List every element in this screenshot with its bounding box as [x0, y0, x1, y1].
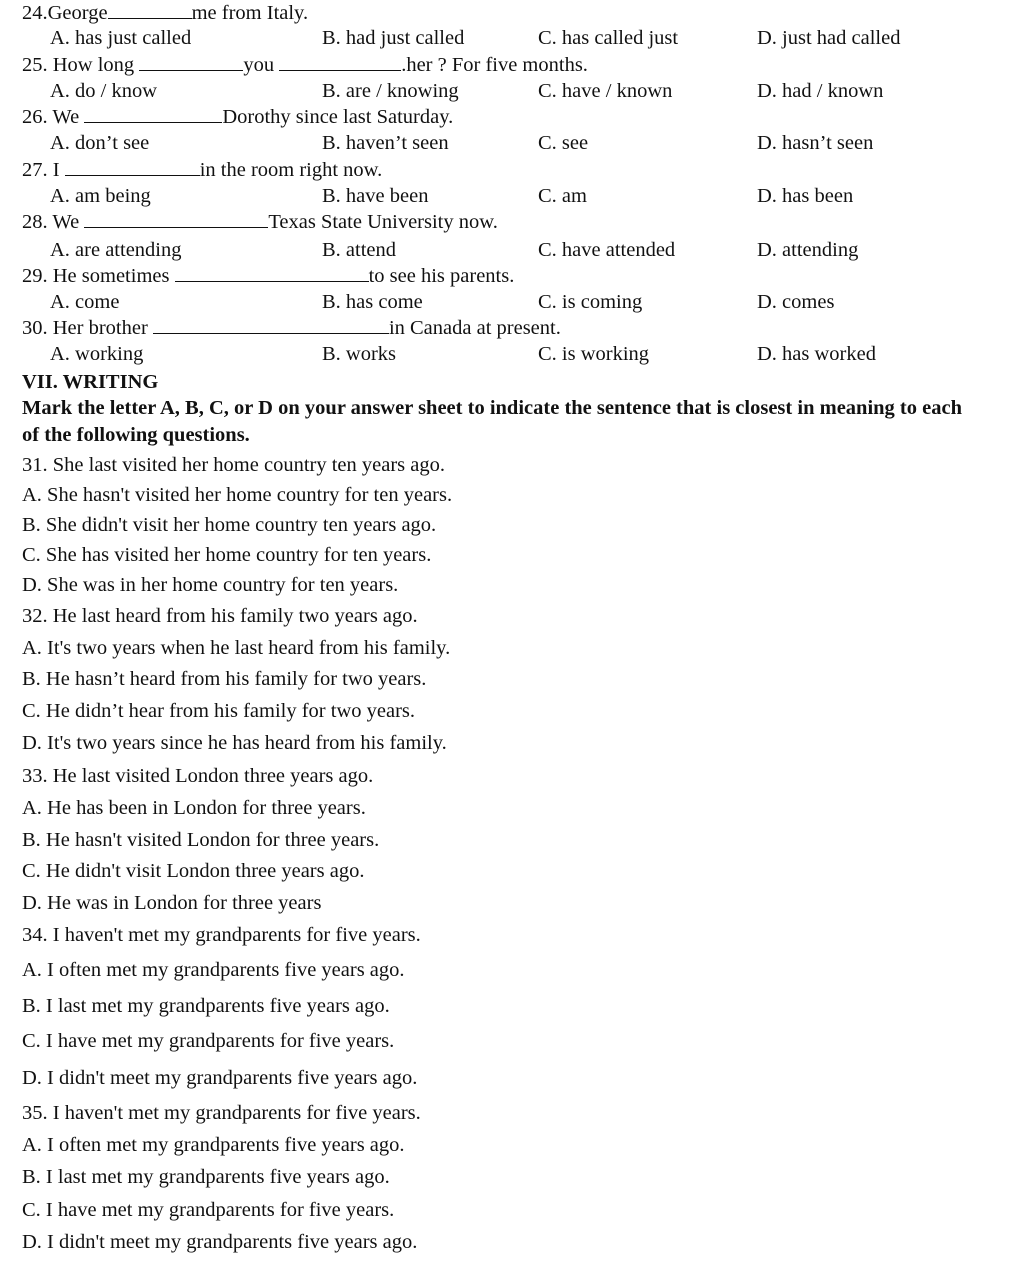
writing-option-d: D. I didn't meet my grandparents five years ago.	[22, 1067, 418, 1089]
option-a: A. am being	[50, 185, 151, 207]
answer-blank	[279, 53, 401, 71]
answer-blank	[175, 264, 369, 282]
writing-option-d: D. She was in her home country for ten years.	[22, 574, 399, 596]
option-b: B. haven’t seen	[322, 132, 449, 154]
answer-blank	[139, 53, 243, 71]
question-29-stem	[22, 264, 514, 288]
option-b: B. attend	[322, 239, 397, 261]
stem-end: .her ? For five months.	[401, 54, 588, 76]
writing-question-32-prompt: 32. He last heard from his family two years ago.	[22, 605, 418, 627]
option-b: B. works	[322, 343, 397, 365]
option-d: D. has been	[757, 185, 854, 207]
option-b: B. have been	[322, 185, 429, 207]
writing-question-34-prompt: 34. I haven't met my grandparents for five years.	[22, 924, 421, 946]
writing-option-c: C. She has visited her home country for ten years.	[22, 544, 432, 566]
section-heading: VII. WRITING	[22, 371, 159, 393]
stem-end: in Canada at present.	[388, 317, 561, 339]
writing-option-b: B. I last met my grandparents five years ago.	[22, 1166, 390, 1188]
writing-option-c: C. He didn't visit London three years ago.	[22, 860, 365, 882]
option-c: C. see	[538, 132, 589, 154]
option-c: C. am	[538, 185, 587, 207]
option-c: C. have attended	[538, 239, 676, 261]
stem-start: 26. We	[22, 106, 80, 128]
writing-option-c: C. I have met my grandparents for five years.	[22, 1199, 395, 1221]
stem-end: to see his parents.	[368, 265, 515, 287]
option-c: C. has called just	[538, 27, 679, 49]
stem-end: me from Italy.	[191, 2, 309, 24]
answer-blank	[84, 105, 222, 123]
option-c: C. is working	[538, 343, 650, 365]
stem-end: in the room right now.	[199, 159, 383, 181]
writing-option-a: A. I often met my grandparents five years ago.	[22, 959, 405, 981]
option-c: C. is coming	[538, 291, 643, 313]
question-26-stem	[22, 105, 453, 129]
writing-option-a: A. I often met my grandparents five years ago.	[22, 1134, 405, 1156]
section-instruction: Mark the letter A, B, C, or D on your answer sheet to indicate the sentence that is closest in meaning to each of the following questions.	[22, 397, 962, 446]
answer-blank	[153, 316, 389, 334]
question-24-stem	[22, 1, 308, 25]
answer-blank	[65, 158, 200, 176]
stem-start: 25. How long	[22, 54, 135, 76]
question-30-stem	[22, 316, 561, 340]
option-a: A. are attending	[50, 239, 182, 261]
option-a: A. do / know	[50, 80, 158, 102]
question-28-stem	[22, 210, 498, 234]
option-a: A. come	[50, 291, 120, 313]
writing-option-b: B. He hasn’t heard from his family for two years.	[22, 668, 427, 690]
question-27-stem	[22, 158, 382, 182]
writing-option-c: C. I have met my grandparents for five years.	[22, 1030, 395, 1052]
writing-question-31-prompt: 31. She last visited her home country ten years ago.	[22, 454, 445, 476]
writing-option-d: D. I didn't meet my grandparents five years ago.	[22, 1231, 418, 1253]
stem-start: 24.George	[22, 2, 108, 24]
writing-question-33-prompt: 33. He last visited London three years ago.	[22, 765, 374, 787]
writing-option-b: B. I last met my grandparents five years ago.	[22, 995, 390, 1017]
writing-option-d: D. It's two years since he has heard from his family.	[22, 732, 447, 754]
stem-end: Dorothy since last Saturday.	[222, 106, 454, 128]
answer-blank	[84, 210, 268, 228]
option-b: B. has come	[322, 291, 423, 313]
option-b: B. are / knowing	[322, 80, 459, 102]
option-d: D. had / known	[757, 80, 884, 102]
option-d: D. hasn’t seen	[757, 132, 874, 154]
writing-option-a: A. It's two years when he last heard from his family.	[22, 637, 451, 659]
question-25-stem	[22, 53, 588, 77]
option-d: D. attending	[757, 239, 859, 261]
stem-mid: you	[243, 54, 275, 76]
option-a: A. working	[50, 343, 144, 365]
writing-option-d: D. He was in London for three years	[22, 892, 322, 914]
stem-end: Texas State University now.	[268, 211, 498, 233]
stem-start: 30. Her brother	[22, 317, 148, 339]
writing-option-b: B. He hasn't visited London for three years.	[22, 829, 380, 851]
writing-option-a: A. He has been in London for three years.	[22, 797, 366, 819]
option-d: D. comes	[757, 291, 835, 313]
answer-blank	[108, 1, 192, 19]
stem-start: 27. I	[22, 159, 60, 181]
writing-question-35-prompt: 35. I haven't met my grandparents for five years.	[22, 1102, 421, 1124]
stem-start: 28. We	[22, 211, 80, 233]
writing-option-b: B. She didn't visit her home country ten years ago.	[22, 514, 437, 536]
option-b: B. had just called	[322, 27, 465, 49]
option-a: A. has just called	[50, 27, 192, 49]
writing-option-a: A. She hasn't visited her home country for ten years.	[22, 484, 453, 506]
option-d: D. just had called	[757, 27, 901, 49]
option-c: C. have / known	[538, 80, 673, 102]
stem-start: 29. He sometimes	[22, 265, 170, 287]
writing-option-c: C. He didn’t hear from his family for two years.	[22, 700, 416, 722]
option-a: A. don’t see	[50, 132, 150, 154]
option-d: D. has worked	[757, 343, 876, 365]
